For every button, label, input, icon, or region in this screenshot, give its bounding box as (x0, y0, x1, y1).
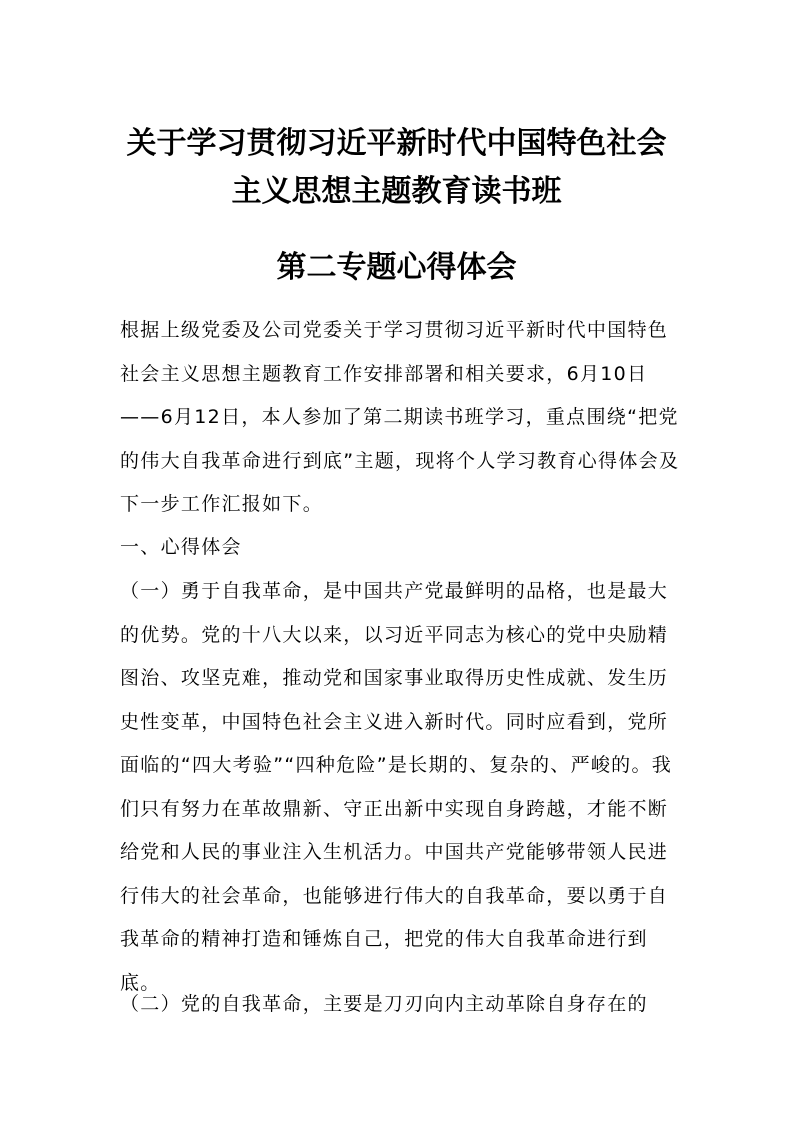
point-one-paragraph: （一）勇于自我革命，是中国共产党最鲜明的品格，也是最大的优势。党的十八大以来，以习近平同志为核心的党中央励精图治、攻坚克难，推动党和国家事业取得历史性成就、发生历史性变革，中国特色社会主义进入新时代。同时应看到，党所面临的“四大考验”“四种危险”是长期的、复杂的、严峻的。我们只有努力在革故鼎新、守正出新中实现自身跨越，才能不断给党和人民的事业注入生机活力。中国共产党能够带领人民进行伟大的社会革命，也能够进行伟大的自我革命，要以勇于自我革命的精神打造和锤炼自己，把党的伟大自我革命进行到底。 (120, 580, 673, 994)
section-heading: 一、心得体会 (120, 536, 242, 558)
document-title-line-2: 主义思想主题教育读书班 (231, 174, 562, 209)
intro-paragraph: 根据上级党委及公司党委关于学习贯彻习近平新时代中国特色社会主义思想主题教育工作安排部署和相关要求，6月10日——6月12日，本人参加了第二期读书班学习，重点围绕“把党的伟大自我革命进行到底”主题，现将个人学习教育心得体会及下一步工作汇报如下。 (120, 319, 680, 515)
document-title-line-1: 关于学习贯彻习近平新时代中国特色社会 (126, 126, 667, 161)
document-subtitle: 第二专题心得体会 (276, 250, 517, 285)
point-two-paragraph: （二）党的自我革命，主要是刀刃向内主动革除自身存在的 (120, 993, 648, 1015)
